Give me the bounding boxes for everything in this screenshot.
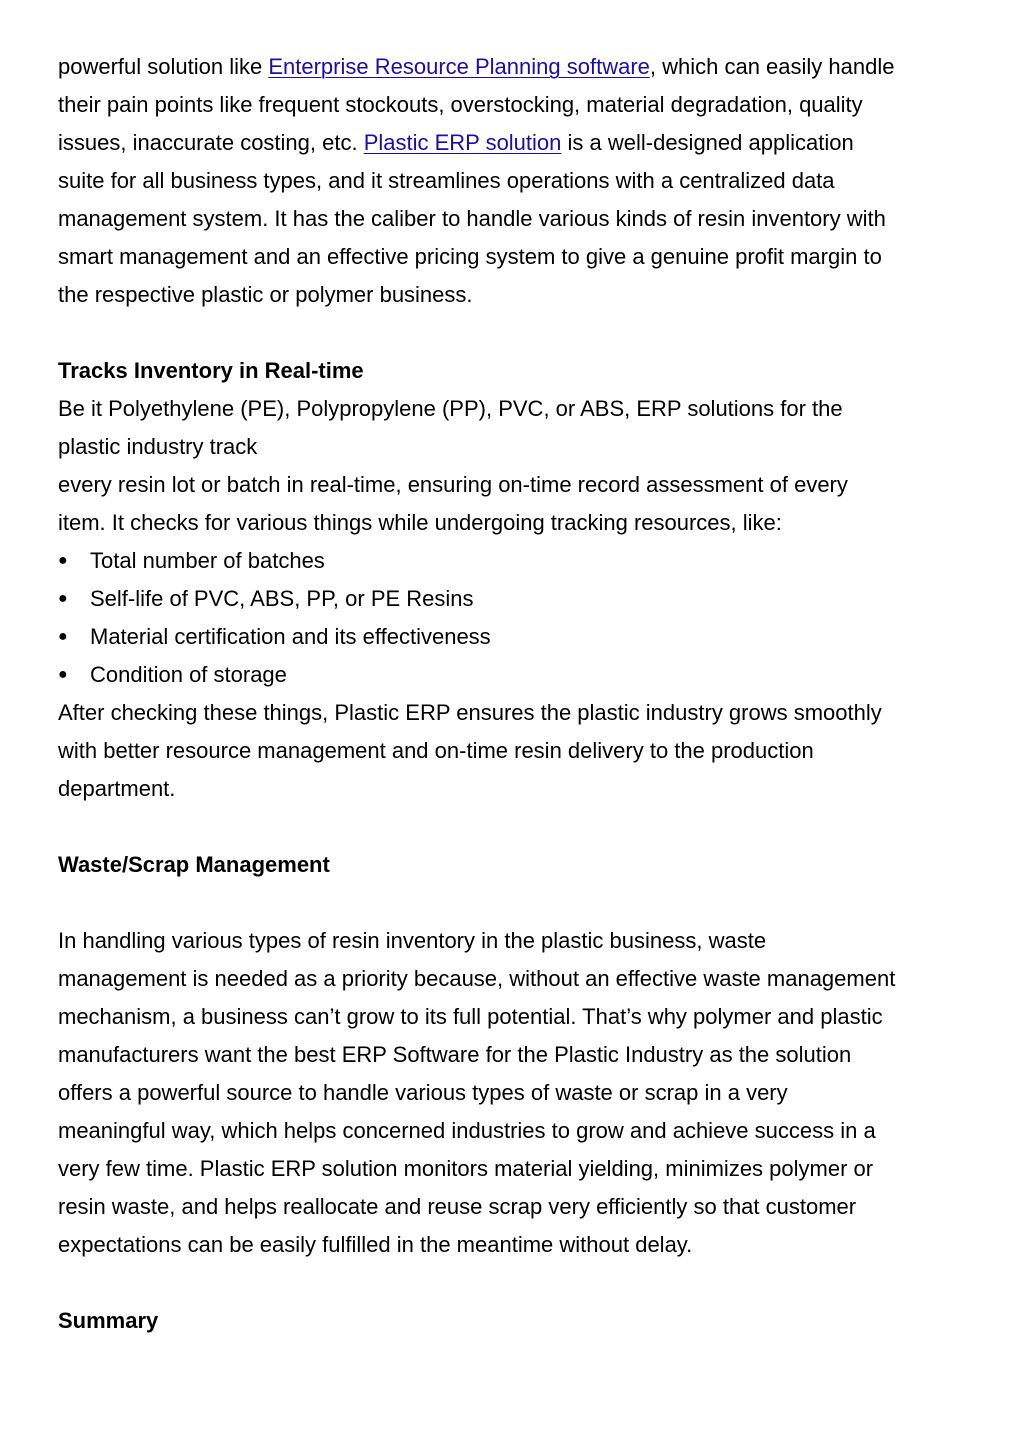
bullet-icon: ● bbox=[58, 552, 68, 569]
bullet-icon: ● bbox=[58, 666, 68, 683]
intro-line-2: their pain points like frequent stockouts, overstocking, material degradation, quality bbox=[58, 92, 863, 117]
spacer bbox=[58, 808, 978, 846]
list-item bbox=[58, 580, 978, 618]
waste-line-3: mechanism, a business can’t grow to its full potential. That’s why polymer and plastic bbox=[58, 1004, 883, 1029]
erp-software-link[interactable]: Enterprise Resource Planning software bbox=[268, 54, 650, 79]
list-item bbox=[58, 542, 978, 580]
intro-text: , which can easily handle bbox=[649, 54, 895, 79]
waste-section bbox=[58, 846, 978, 1264]
plastic-erp-solution-link[interactable]: Plastic ERP solution bbox=[363, 130, 562, 155]
waste-line-6: meaningful way, which helps concerned industries to grow and achieve success in a bbox=[58, 1118, 876, 1143]
intro-text: powerful solution like bbox=[58, 54, 269, 79]
waste-line-7: very few time. Plastic ERP solution monitors material yielding, minimizes polymer or bbox=[58, 1156, 874, 1181]
tracks-heading: Tracks Inventory in Real-time bbox=[58, 358, 364, 383]
intro-line-4: suite for all business types, and it streamlines operations with a centralized data bbox=[58, 168, 835, 193]
bullet-icon: ● bbox=[58, 628, 68, 645]
list-item-text: Total number of batches bbox=[90, 548, 325, 573]
waste-line-9: expectations can be easily fulfilled in the meantime without delay. bbox=[58, 1232, 693, 1257]
waste-line-8: resin waste, and helps reallocate and reuse scrap very efficiently so that customer bbox=[58, 1194, 857, 1219]
waste-line-5: offers a powerful source to handle various types of waste or scrap in a very bbox=[58, 1080, 788, 1105]
tracks-after-line-3: department. bbox=[58, 776, 176, 801]
tracks-after-line-1: After checking these things, Plastic ERP ensures the plastic industry grows smoothly bbox=[58, 700, 882, 725]
tracks-line-2: plastic industry track bbox=[58, 434, 258, 459]
tracks-line-1: Be it Polyethylene (PE), Polypropylene (PP), PVC, or ABS, ERP solutions for the bbox=[58, 396, 843, 421]
intro-text: issues, inaccurate costing, etc. bbox=[58, 130, 364, 155]
summary-heading: Summary bbox=[58, 1308, 159, 1333]
spacer bbox=[58, 1264, 978, 1302]
intro-line-5: management system. It has the caliber to handle various kinds of resin inventory with bbox=[58, 206, 886, 231]
spacer bbox=[58, 314, 978, 352]
tracks-bullet-list bbox=[58, 542, 978, 694]
list-item-text: Condition of storage bbox=[90, 662, 287, 687]
document-page bbox=[58, 48, 978, 1340]
tracks-line-4: item. It checks for various things while undergoing tracking resources, like: bbox=[58, 510, 782, 535]
intro-line-3 bbox=[58, 124, 978, 162]
intro-line-7: the respective plastic or polymer business. bbox=[58, 282, 473, 307]
list-item bbox=[58, 618, 978, 656]
intro-text: is a well-designed application bbox=[561, 130, 854, 155]
tracks-after-line-2: with better resource management and on-time resin delivery to the production bbox=[58, 738, 814, 763]
list-item-text: Material certification and its effectiveness bbox=[90, 624, 491, 649]
intro-line-6: smart management and an effective pricing system to give a genuine profit margin to bbox=[58, 244, 882, 269]
waste-line-4: manufacturers want the best ERP Software for the Plastic Industry as the solution bbox=[58, 1042, 852, 1067]
spacer bbox=[58, 884, 978, 922]
bullet-icon: ● bbox=[58, 590, 68, 607]
waste-line-2: management is needed as a priority because, without an effective waste management bbox=[58, 966, 896, 991]
waste-line-1: In handling various types of resin inventory in the plastic business, waste bbox=[58, 928, 767, 953]
list-item-text: Self-life of PVC, ABS, PP, or PE Resins bbox=[90, 586, 474, 611]
intro-paragraph bbox=[58, 48, 978, 314]
tracks-line-3: every resin lot or batch in real-time, ensuring on-time record assessment of every bbox=[58, 472, 848, 497]
list-item bbox=[58, 656, 978, 694]
waste-heading: Waste/Scrap Management bbox=[58, 852, 330, 877]
tracks-section bbox=[58, 352, 978, 808]
intro-line-1 bbox=[58, 48, 978, 86]
